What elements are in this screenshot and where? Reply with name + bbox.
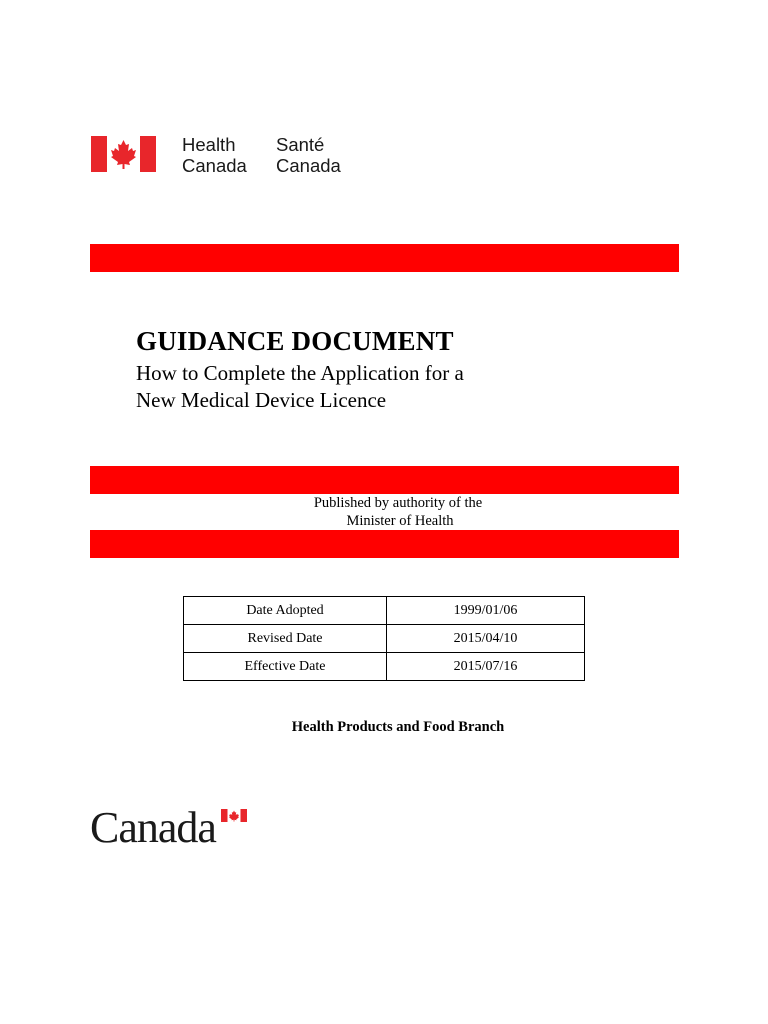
- published-line2: Minister of Health: [346, 513, 454, 529]
- date-label: Effective Date: [184, 653, 387, 681]
- canada-wordmark-flag-icon: [221, 809, 247, 822]
- department-en-line2: Canada: [182, 155, 247, 176]
- red-band-lower: [90, 530, 679, 558]
- canada-wordmark: Canada: [90, 803, 216, 852]
- table-row: [184, 653, 585, 681]
- department-fr-line2: Canada: [276, 155, 341, 176]
- date-value: 2015/07/16: [387, 653, 585, 681]
- date-value: 1999/01/06: [387, 597, 585, 625]
- department-fr-line1: Santé: [276, 134, 325, 155]
- document-title-line2: New Medical Device Licence: [136, 388, 387, 412]
- dates-table: [183, 596, 585, 681]
- published-by-authority: [0, 494, 768, 530]
- branch-name: Health Products and Food Branch: [291, 719, 505, 735]
- department-name-english: [182, 134, 247, 176]
- department-name-french: [276, 134, 341, 176]
- department-en-line1: Health: [182, 134, 236, 155]
- table-row: [184, 625, 585, 653]
- document-title-line1: How to Complete the Application for a: [136, 361, 464, 385]
- table-row: [184, 597, 585, 625]
- red-band-middle: [90, 466, 679, 494]
- document-title: [136, 360, 464, 414]
- date-label: Revised Date: [184, 625, 387, 653]
- document-type-heading: GUIDANCE DOCUMENT: [136, 326, 454, 356]
- published-line1: Published by authority of the: [313, 495, 483, 511]
- red-band-top: [90, 244, 679, 272]
- date-label: Date Adopted: [184, 597, 387, 625]
- canada-flag-icon: [91, 136, 156, 172]
- date-value: 2015/04/10: [387, 625, 585, 653]
